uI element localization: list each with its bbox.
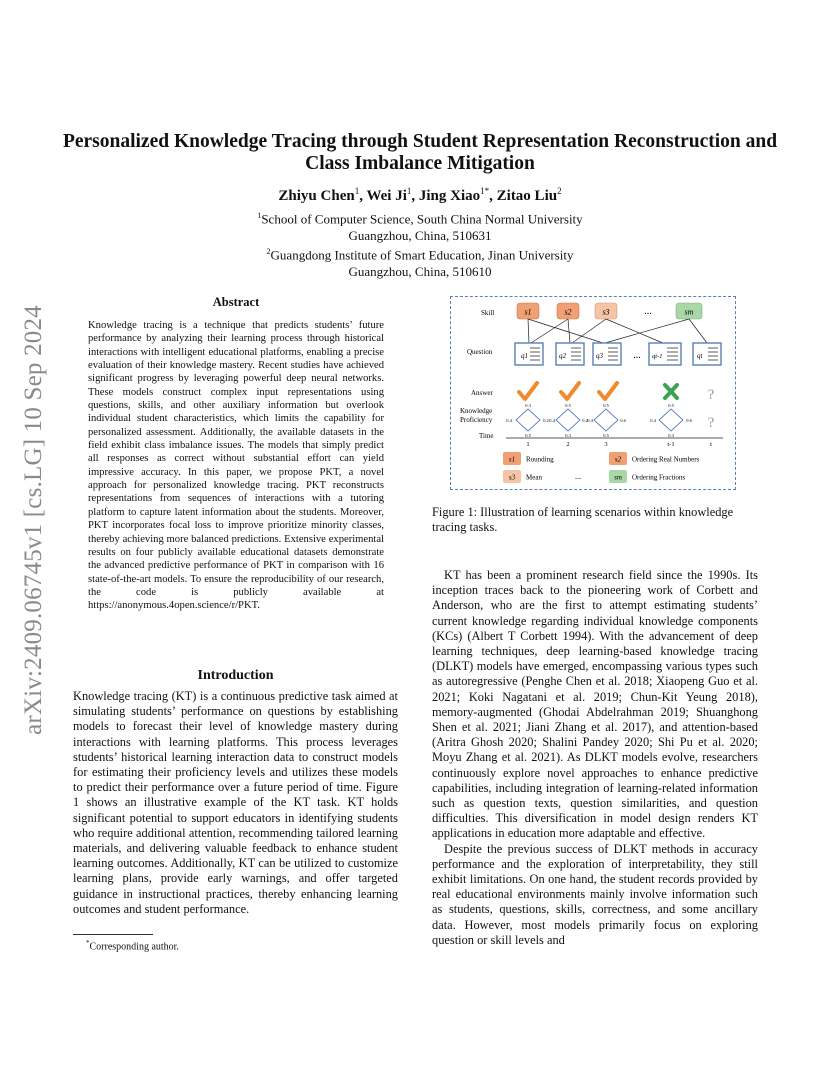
author-name: Zhiyu Chen <box>278 188 355 204</box>
label-time: Time <box>479 432 494 440</box>
skill-ellipsis: ... <box>644 306 652 317</box>
figure-1-diagram <box>451 297 737 491</box>
prof-value: 0.3 <box>525 403 531 408</box>
footnote <box>86 939 179 952</box>
legend-symbol: s3 <box>508 473 516 482</box>
time-tick: t-1 <box>667 441 675 448</box>
question-doc <box>649 343 681 365</box>
paragraph: KT has been a prominent research field since the 1990s. Its inception traces back to the pioneering work of Corbett and Anderson, who are the first to attempt estimating students’ current knowledge regarding individual knowledge components (KCs) (Albert T Corbett 1994). With the advancement of deep learning techniques, deep learning-based knowledge tracing (DLKT) models have emerged, encompassing various types such as autoregressive (Penghe Chen et al. 2018; Xiaopeng Guo et al. 2021; Koki Nagatani et al. 2019; Chun-Kit Yeung 2018), memory-augmented (Ghodai Abdelrahman 2019; Shuanghong Shen et al. 2021; Jiani Zhang et al. 2017), and attention-based (Aritra Ghosh 2020; Shalini Pandey 2020; Shi Pu et al. 2020; Moyu Zhang et al. 2021). As DLKT models evolve, researchers continuously explore novel approaches to enhance predictive capabilities, including integration of learning-related information such as question texts, question similarities, and question difficulties. This diversification in model design renders KT applications in education more adaptable and effective. <box>432 568 758 841</box>
affiliation-line: School of Computer Science, South China Normal University <box>261 211 583 227</box>
proficiency-diamond <box>650 403 692 438</box>
cross-icon <box>665 385 677 398</box>
introduction-text: Knowledge tracing (KT) is a continuous predictive task aimed at simulating students’ performance on questions by establishing models to forecast their level of knowledge mastery during interactions with learning platforms. This process leverages students’ historical learning interaction data to construct models for estimating their proficiency levels and utilizes these models to predict their performance over a future period of time. Figure 1 shows an illustrative example of the KT task. KT holds significant potential to support educators in identifying students who require additional attention, recommending tailored learning materials, and delivering valuable feedback to enhance student learning outcomes. Additionally, KT can be utilized to customize learning plans, provide early warnings, and offer targeted guidance in instructional practices, thereby enhancing learning outcomes and student performance. <box>73 689 398 916</box>
legend-label: Mean <box>526 473 542 482</box>
question-doc <box>556 343 584 365</box>
question-label: q3 <box>596 352 603 360</box>
proficiency-diamond <box>587 403 626 438</box>
label-proficiency: Proficiency <box>460 416 493 424</box>
legend-label: Ordering Real Numbers <box>632 455 700 464</box>
paper-title: Personalized Knowledge Tracing through Student Representation Reconstruction and Class Imbalance Mitigation <box>62 131 778 174</box>
prof-value: 0.5 <box>668 403 674 408</box>
skill-box <box>595 303 617 319</box>
question-doc <box>515 343 543 365</box>
prof-value: 0.2 <box>543 418 549 423</box>
prof-value: 0.4 <box>506 418 512 423</box>
skill-box <box>676 303 702 319</box>
footnote-mark: * <box>86 939 90 947</box>
question-label: qt <box>697 352 703 360</box>
affiliations <box>60 208 780 281</box>
proficiency-diamond <box>549 403 588 438</box>
abstract-heading: Abstract <box>212 295 260 309</box>
author-list: Zhiyu Chen$^1$, Wei Ji$^1$, Jing Xiao$^{1*}$, Zitao Liu$^2$ <box>278 186 562 204</box>
right-column-text <box>432 568 758 948</box>
figure-1 <box>450 296 736 490</box>
question-doc <box>593 343 621 365</box>
question-label: qt-1 <box>652 353 663 360</box>
legend-label: Ordering Fractions <box>632 473 686 482</box>
unknown-answer-icon: ? <box>707 387 715 403</box>
abstract-text: Knowledge tracing is a technique that predicts students’ future performance by analyzing their learning process through historical interactions with intelligent educational platforms, enabling a precise evaluation of their knowledge mastery. Recent studies have achieved significant progress by leveraging powerful deep neural networks. These models construct complex input representations using questions, skills, and other auxiliary information but overlook individual student characteristics, which limits the capability for personalized assessment. Additionally, the available datasets in the field exhibit class imbalance issues. The models that simply predict all responses as correct without substantial effort can yield impressive accuracy. In this paper, we propose PKT, a novel approach for personalized knowledge tracing. PKT reconstructs representations from sequences of interactions with a tutoring platform to capture latent information about the students. Moreover, PKT incorporates focal loss to improve prioritize minority classes, thereby achieving more balanced predictions. Extensive experimental results on four publicly available educational datasets demonstrate the advanced predictive performance of PKT in comparison with 16 state-of-the-art models. To ensure the reproducibility of our research, the code is publicly available at https://anonymous.4open.science/r/PKT. <box>88 320 384 612</box>
check-icon <box>519 383 537 399</box>
label-knowledge: Knowledge <box>460 407 493 415</box>
unknown-proficiency-icon: ? <box>707 415 715 431</box>
introduction-heading: Introduction <box>197 668 274 683</box>
prof-value: 0.5 <box>525 433 531 438</box>
legend-symbol: sm <box>614 473 622 482</box>
affiliation-line: Guangdong Institute of Smart Education, Jinan University <box>270 247 574 263</box>
prof-value: 0.4 <box>587 418 593 423</box>
skill-label: s3 <box>602 307 610 317</box>
label-question: Question <box>467 348 493 356</box>
affiliation-line: Guangzhou, China, 510631 <box>348 227 492 243</box>
check-icon <box>561 383 579 399</box>
question-label: q2 <box>559 352 566 360</box>
author-name: Wei Ji <box>366 188 407 204</box>
paragraph: Despite the previous success of DLKT methods in accuracy performance and the exploration of interpretability, they still exhibit limitations. On one hand, the student records provided by real educational environments mainly involve information such as students, questions, skills, correctness, and some ancillary data. However, most models primarily focus on exploring question or skill levels and <box>432 841 758 947</box>
prof-value: 0.2 <box>582 418 588 423</box>
prof-value: 0.4 <box>549 418 555 423</box>
skill-label: s1 <box>524 307 532 317</box>
author-name: Jing Xiao <box>418 188 481 204</box>
question-label: q1 <box>521 352 528 360</box>
legend-label: Rounding <box>526 455 554 464</box>
skill-label: sm <box>684 307 694 317</box>
legend-item <box>609 470 685 483</box>
time-tick: 1 <box>526 441 530 448</box>
prof-value: 0.6 <box>620 418 626 423</box>
author-mark: 1* <box>480 186 490 196</box>
skill-question-links <box>528 319 707 343</box>
label-answer: Answer <box>471 389 493 397</box>
time-tick: 3 <box>604 441 608 448</box>
affiliation-mark: 1 <box>257 211 262 220</box>
footnote-text: Corresponding author. <box>89 941 179 953</box>
arxiv-stamp <box>14 290 54 750</box>
prof-value: 0.5 <box>603 433 609 438</box>
affiliation-mark: 2 <box>266 247 271 257</box>
legend-symbol: s2 <box>614 455 622 464</box>
prof-value: 0.4 <box>650 418 656 423</box>
author-mark: 2 <box>557 186 562 196</box>
author-mark: 1 <box>354 186 360 196</box>
proficiency-diamond <box>506 403 549 438</box>
figure-caption: Figure 1: Illustration of learning scenarios within knowledge tracing tasks. <box>432 505 734 535</box>
arxiv-id: arXiv:2409.06745v1 [cs.LG] 10 Sep 2024 <box>20 305 47 735</box>
skill-box <box>517 303 539 319</box>
time-tick: 2 <box>566 441 570 448</box>
footnote-rule <box>73 934 153 935</box>
check-icon <box>599 383 617 399</box>
author-mark: 1 <box>406 186 412 196</box>
author-name: Zitao Liu <box>496 188 558 204</box>
prof-value: 0.5 <box>565 403 571 408</box>
legend-symbol: s1 <box>508 455 516 464</box>
question-doc <box>693 343 721 365</box>
time-tick: t <box>710 441 712 448</box>
label-skill: Skill <box>481 309 495 317</box>
skill-box <box>557 303 579 319</box>
question-ellipsis: ... <box>633 350 641 361</box>
legend-item <box>503 470 542 483</box>
legend-item <box>609 452 700 465</box>
legend-item <box>503 452 554 465</box>
prof-value: 0.3 <box>565 433 571 438</box>
prof-value: 0.5 <box>603 403 609 408</box>
affiliation-line: Guangzhou, China, 510610 <box>348 264 492 280</box>
prof-value: 0.3 <box>668 433 674 438</box>
skill-label: s2 <box>564 307 572 317</box>
legend-ellipsis: ... <box>575 472 581 481</box>
prof-value: 0.6 <box>686 418 692 423</box>
